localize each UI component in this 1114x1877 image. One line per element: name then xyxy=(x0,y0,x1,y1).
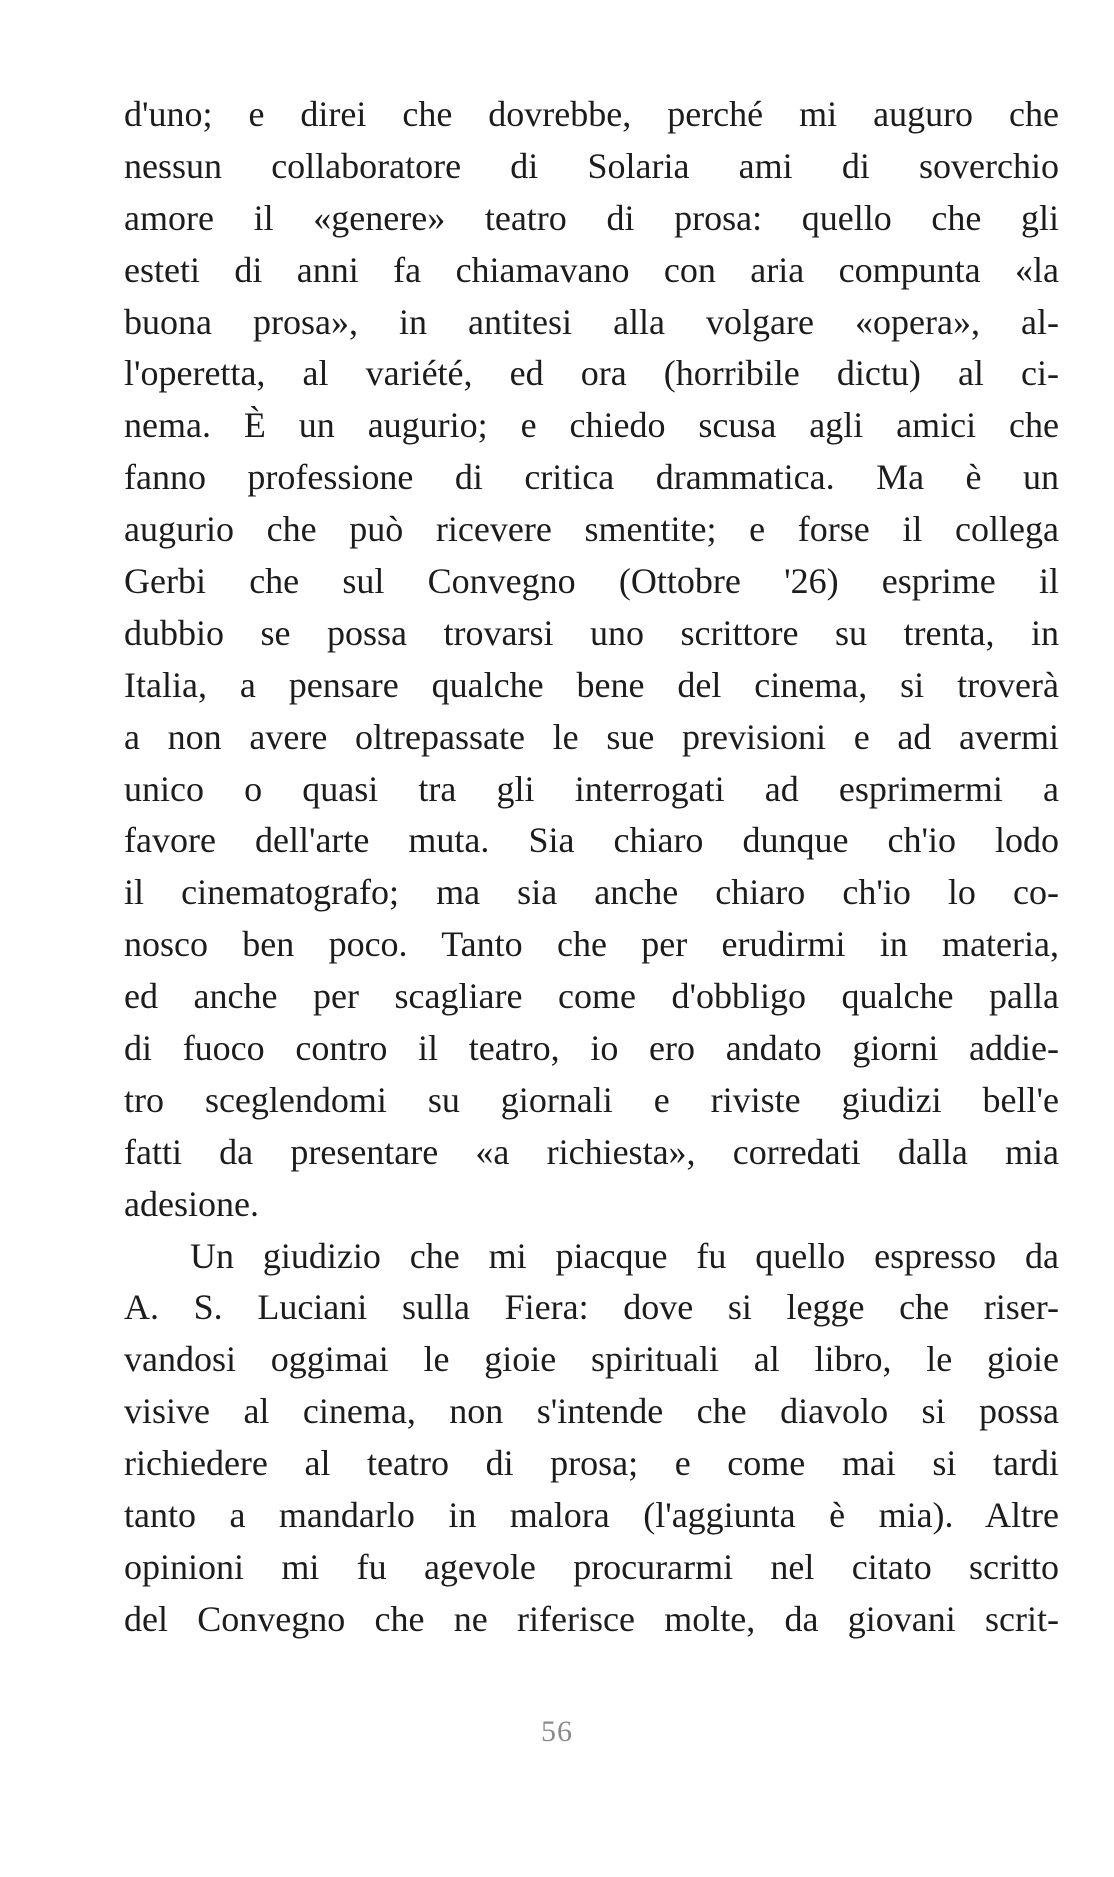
text-line: ed anche per scagliare come d'obbligo qualche palla xyxy=(124,976,1059,1017)
text-line: vandosi oggimai le gioie spirituali al libro, le gioie xyxy=(124,1339,1059,1380)
text-line: il cinematografo; ma sia anche chiaro ch'io lo co- xyxy=(124,872,1059,913)
text-line: a non avere oltrepassate le sue previsioni e ad avermi xyxy=(124,716,1059,757)
text-line: buona prosa», in antitesi alla volgare «opera», al- xyxy=(124,301,1059,342)
text-line: tro sceglendomi su giornali e riviste giudizi bell'e xyxy=(124,1079,1059,1120)
text-line: esteti di anni fa chiamavano con aria compunta «la xyxy=(124,249,1059,290)
text-line: opinioni mi fu agevole procurarmi nel citato scritto xyxy=(124,1546,1059,1587)
text-line: nosco ben poco. Tanto che per erudirmi in materia, xyxy=(124,924,1059,965)
body-text xyxy=(124,89,1059,1646)
text-line: tanto a mandarlo in malora (l'aggiunta è mia). Altre xyxy=(124,1495,1059,1536)
text-line: l'operetta, al variété, ed ora (horribile dictu) al ci- xyxy=(124,353,1059,394)
text-line: amore il «genere» teatro di prosa: quello che gli xyxy=(124,197,1059,238)
text-line: richiedere al teatro di prosa; e come mai si tardi xyxy=(124,1443,1059,1484)
text-line: di fuoco contro il teatro, io ero andato giorni addie- xyxy=(124,1028,1059,1069)
text-line: favore dell'arte muta. Sia chiaro dunque ch'io lodo xyxy=(124,820,1059,861)
text-line: fatti da presentare «a richiesta», corredati dalla mia xyxy=(124,1131,1059,1172)
text-line: del Convegno che ne riferisce molte, da giovani scrit- xyxy=(124,1598,1059,1639)
paragraph-1 xyxy=(124,89,1059,1231)
text-line: Un giudizio che mi piacque fu quello espresso da xyxy=(190,1235,1059,1276)
text-line: nema. È un augurio; e chiedo scusa agli amici che xyxy=(124,405,1059,446)
text-line: fanno professione di critica drammatica. Ma è un xyxy=(124,457,1059,498)
text-line: visive al cinema, non s'intende che diavolo si possa xyxy=(124,1391,1059,1432)
text-line: dubbio se possa trovarsi uno scrittore su trenta, in xyxy=(124,612,1059,653)
paragraph-2 xyxy=(124,1231,1059,1646)
text-line: Gerbi che sul Convegno (Ottobre '26) esprime il xyxy=(124,561,1059,602)
text-line: d'uno; e direi che dovrebbe, perché mi auguro che xyxy=(124,94,1059,134)
text-line: augurio che può ricevere smentite; e forse il collega xyxy=(124,509,1059,550)
page-number: 56 xyxy=(541,1715,573,1748)
text-line: adesione. xyxy=(124,1183,259,1224)
text-line: unico o quasi tra gli interrogati ad esprimermi a xyxy=(124,768,1059,809)
text-line: nessun collaboratore di Solaria ami di soverchio xyxy=(124,145,1059,186)
text-line: Italia, a pensare qualche bene del cinema, si troverà xyxy=(124,664,1059,705)
text-line: A. S. Luciani sulla Fiera: dove si legge che riser- xyxy=(124,1287,1059,1328)
